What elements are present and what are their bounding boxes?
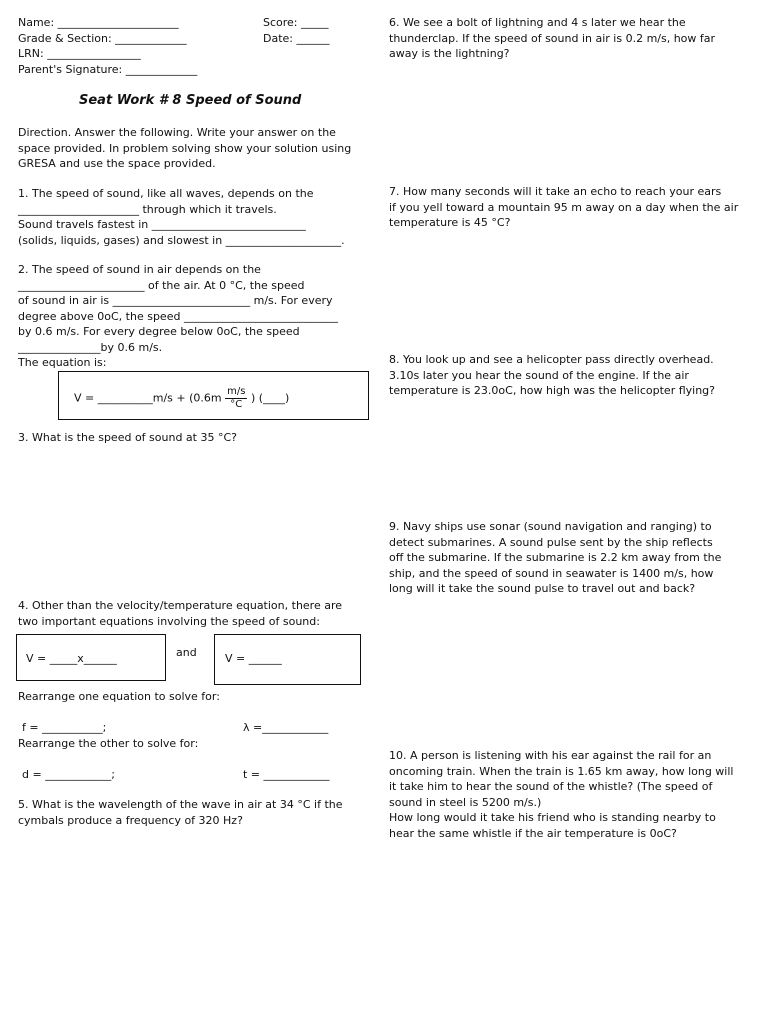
equation-left-blank: V = _____x______: [26, 652, 117, 665]
equation-right-blank: V = ______: [225, 652, 282, 665]
lambda-blank: λ =____________: [243, 721, 329, 734]
page-title: Seat Work # 8 Speed of Sound: [79, 93, 302, 108]
equation-left: V = __________m/s + (0.6m: [74, 391, 222, 405]
equation-box-left: [16, 634, 166, 681]
question-8: 8. You look up and see a helicopter pass directly overhead. 3.10s later you hear the sound of the engine. If the air temperature is 23.0oC, how high was the helicopter flying?: [389, 353, 716, 397]
equation-box-right: [214, 634, 361, 685]
equation-box: [58, 371, 369, 420]
equation-right: ) (____): [250, 391, 290, 405]
direction: Direction. Answer the following. Write your answer on the space provided. In problem solving show your solution using GRESA and use the space provided.: [18, 126, 352, 170]
score-field: Score: _____: [263, 16, 329, 29]
student-info: [18, 15, 258, 77]
d-blank: d = ____________;: [22, 768, 115, 781]
question-3: 3. What is the speed of sound at 35 °C?: [18, 431, 237, 444]
question-6: 6. We see a bolt of lightning and 4 s later we hear the thunderclap. If the speed of sound in air is 0.2 m/s, how far away is the lightning?: [389, 16, 716, 60]
name-field: Name: ______________________: [18, 16, 179, 29]
rearrange-instruction-2: Rearrange the other to solve for:: [18, 737, 199, 750]
f-blank: f = ___________;: [22, 721, 107, 734]
question-10: 10. A person is listening with his ear against the rail for an oncoming train. When the train is 1.65 km away, how long will it take him to hear the sound of the whistle? (The speed of sound in steel is 5200 m/s.) How long would it take his friend who is standing nearby to hear the same whistle if the air temperature is 0oC?: [389, 749, 734, 840]
parent-signature-field: Parent's Signature: _____________: [18, 62, 198, 76]
question-4: 4. Other than the velocity/temperature equation, there are two important equations involving the speed of sound:: [18, 599, 343, 628]
grade-section-field: Grade & Section: _____________: [18, 31, 187, 45]
question-5: 5. What is the wavelength of the wave in air at 34 °C if the cymbals produce a frequency of 320 Hz?: [18, 798, 343, 827]
rearrange-instruction-1: Rearrange one equation to solve for:: [18, 690, 220, 703]
score-info: [263, 15, 373, 46]
question-9: 9. Navy ships use sonar (sound navigation and ranging) to detect submarines. A sound pulse sent by the ship reflects off the submarine. If the submarine is 2.2 km away from the ship, and the speed of sound in seawater is 1400 m/s, how long will it take the sound pulse to travel out and back?: [389, 520, 722, 595]
t-blank: t = ____________: [243, 768, 330, 781]
question-2: 2. The speed of sound in air depends on the _______________________ of the air. At 0 °C, the speed of sound in air is _________________________ m/s. For every degree above 0oC, the speed ____________________________ by 0.6 m/s. For every degree below 0oC, the speed _______________by 0.6 m/s. The equation is:: [18, 263, 338, 369]
equation-fraction: $\frac{m/s}{^\circ C}$: [227, 386, 246, 410]
question-7: 7. How many seconds will it take an echo to reach your ears if you yell toward a mountain 95 m away on a day when the air temperature is 45 °C?: [389, 185, 739, 229]
date-field: Date: ______: [263, 31, 330, 45]
question-1: 1. The speed of sound, like all waves, depends on the ______________________ through which it travels. Sound travels fastest in ____________________________ (solids, liquids, gases) and slowest in _____________________.: [18, 187, 345, 247]
and-label: and: [176, 646, 197, 659]
lrn-field: LRN: _________________: [18, 47, 141, 60]
